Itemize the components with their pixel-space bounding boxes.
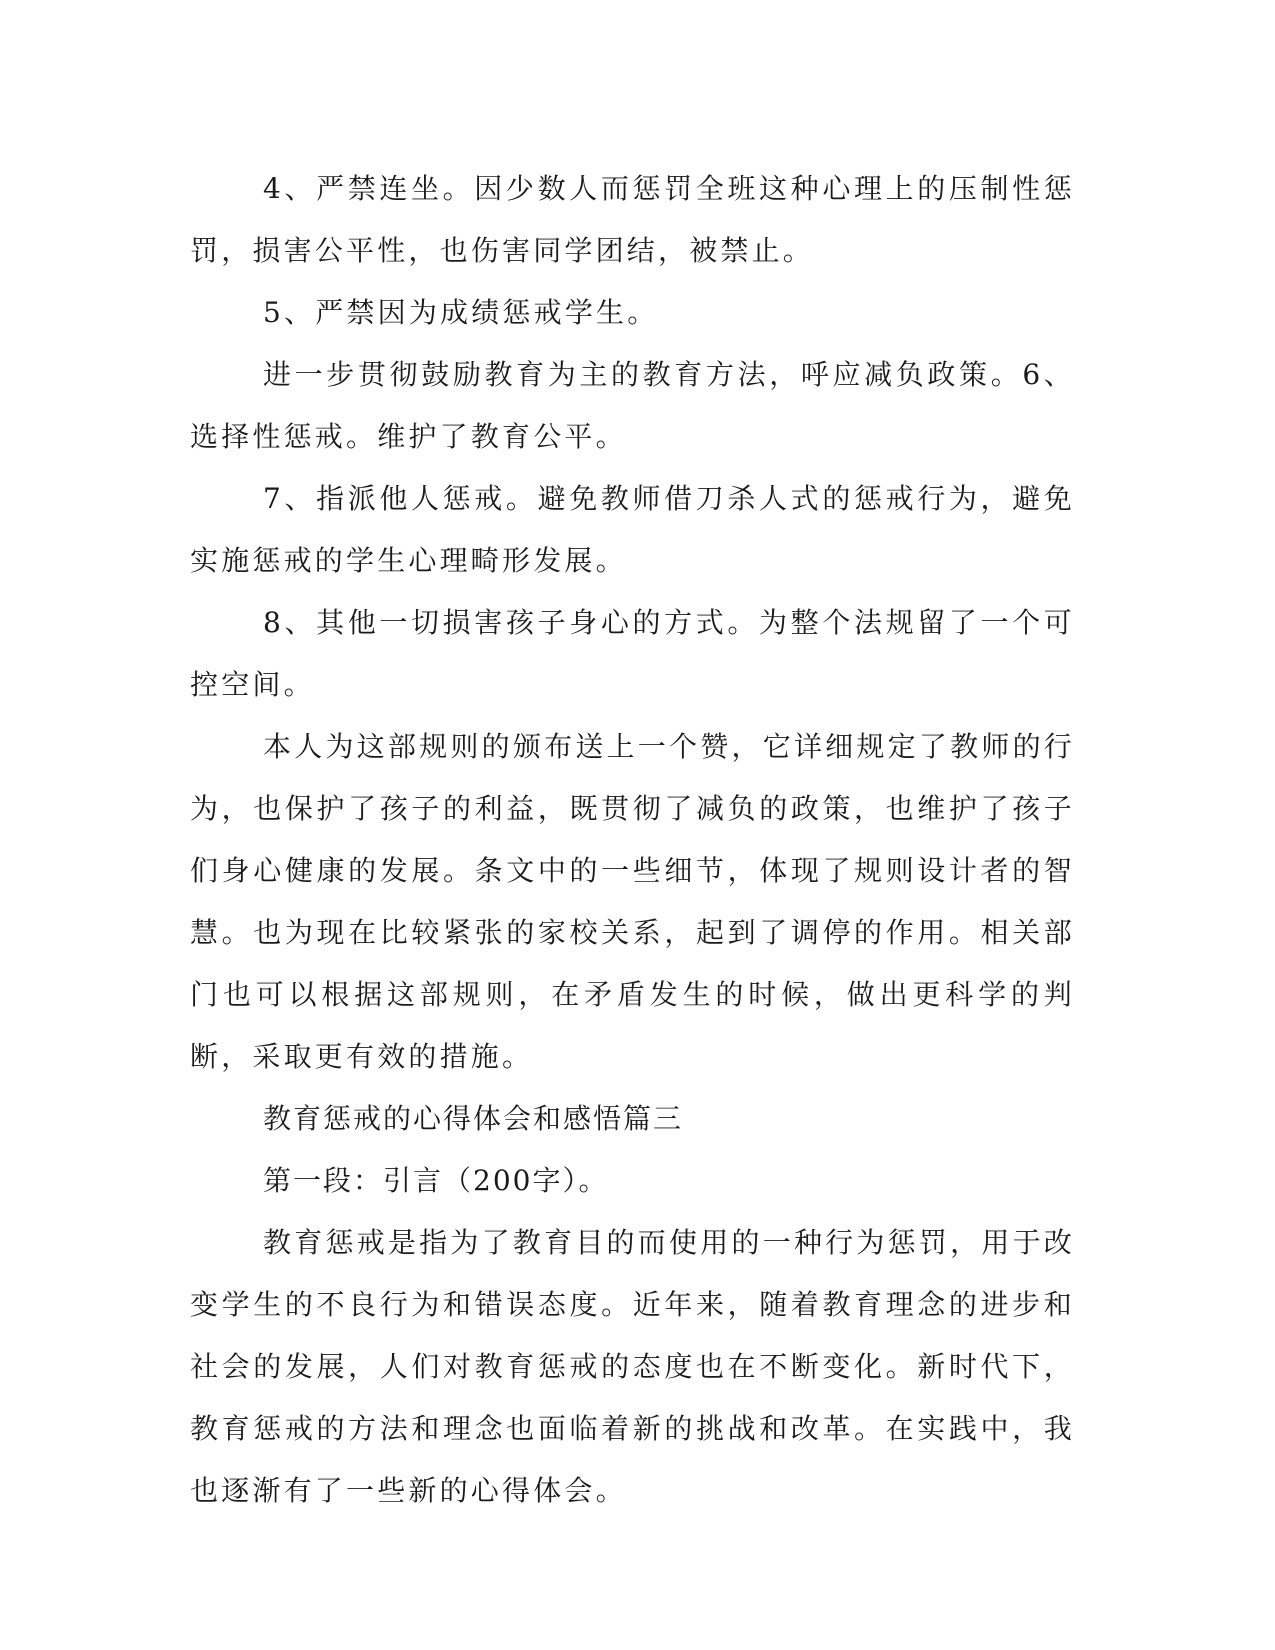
paragraph-introduction: 教育惩戒是指为了教育目的而使用的一种行为惩罚，用于改变学生的不良行为和错误态度。近年来，随着教育理念的进步和社会的发展，人们对教育惩戒的态度也在不断变化。新时代下，教育惩戒的方法和理念也面临着新的挑战和改革。在实践中，我也逐渐有了一些新的心得体会。 <box>190 1226 1075 1507</box>
paragraph-rule-5: 5、严禁因为成绩惩戒学生。 <box>263 296 659 329</box>
paragraph-rule-8: 8、其他一切损害孩子身心的方式。为整个法规留了一个可控空间。 <box>190 606 1075 701</box>
paragraph-rule-7: 7、指派他人惩戒。避免教师借刀杀人式的惩戒行为，避免实施惩戒的学生心理畸形发展。 <box>190 482 1075 577</box>
section-title: 教育惩戒的心得体会和感悟篇三 <box>263 1102 684 1135</box>
section-subtitle: 第一段：引言（200字）。 <box>263 1164 609 1197</box>
paragraph-rule-6: 进一步贯彻鼓励教育为主的教育方法，呼应减负政策。6、选择性惩戒。维护了教育公平。 <box>190 358 1075 453</box>
paragraph-opinion: 本人为这部规则的颁布送上一个赞，它详细规定了教师的行为，也保护了孩子的利益，既贯彻了减负的政策，也维护了孩子们身心健康的发展。条文中的一些细节，体现了规则设计者的智慧。也为现在比较紧张的家校关系，起到了调停的作用。相关部门也可以根据这部规则，在矛盾发生的时候，做出更科学的判断，采取更有效的措施。 <box>190 730 1075 1073</box>
paragraph-rule-4: 4、严禁连坐。因少数人而惩罚全班这种心理上的压制性惩罚，损害公平性，也伤害同学团结，被禁止。 <box>190 172 1075 267</box>
document-body <box>190 158 1075 1522</box>
